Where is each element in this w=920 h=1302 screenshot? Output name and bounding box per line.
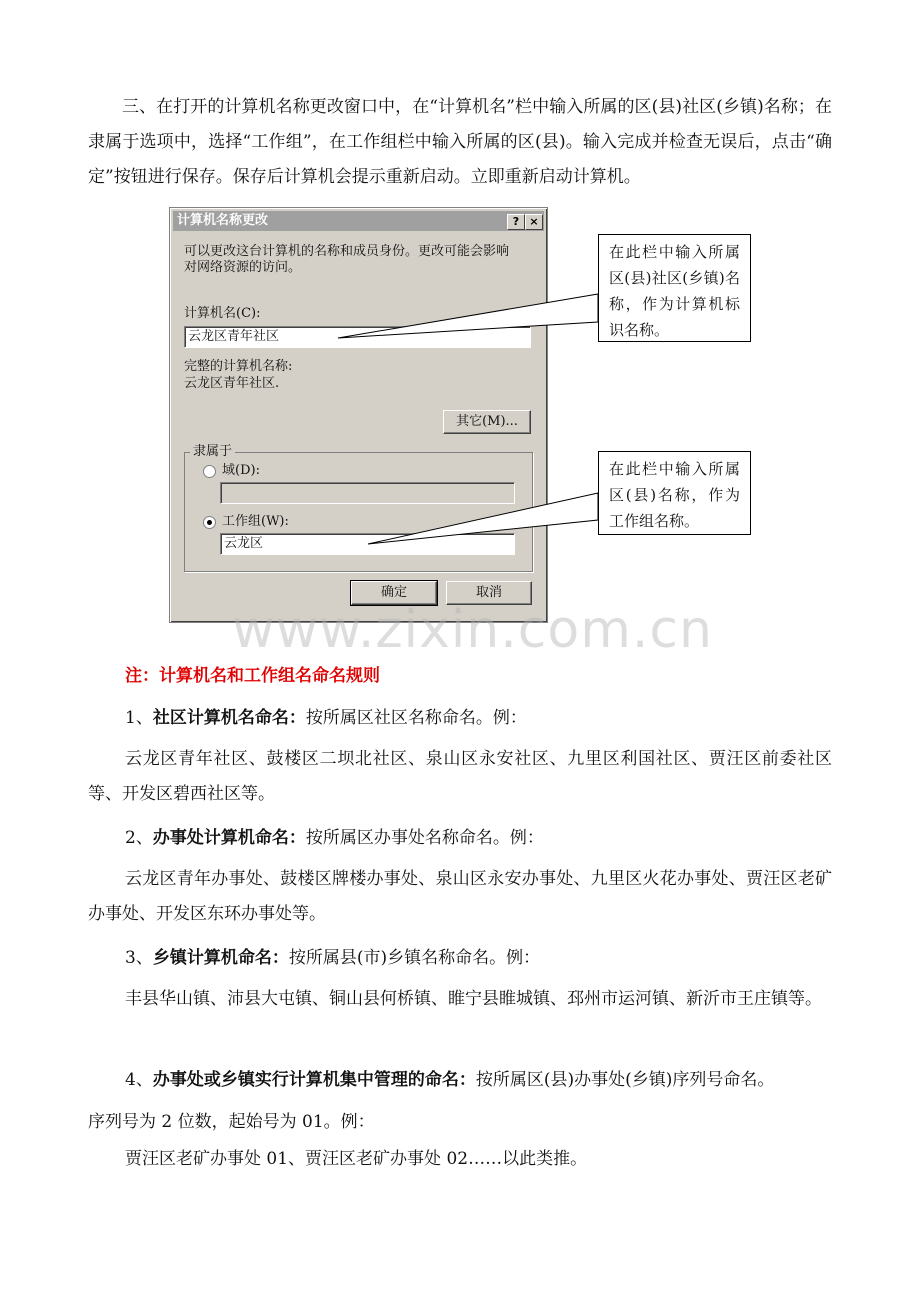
rule-3-number: 3、 bbox=[125, 948, 153, 968]
rule-2-example: 云龙区青年办事处、鼓楼区牌楼办事处、泉山区永安办事处、九里区火花办事处、贾汪区老矿办事处、开发区东环办事处等。 bbox=[88, 869, 832, 924]
callout-pointer-computer-name bbox=[338, 294, 598, 338]
computer-name-input[interactable]: 云龙区青年社区 bbox=[184, 326, 531, 348]
computer-name-label: 计算机名(C): bbox=[184, 306, 261, 321]
callout-workgroup: 在此栏中输入所属区(县)名称，作为工作组名称。 bbox=[598, 451, 751, 535]
more-button[interactable]: 其它(M)... bbox=[443, 410, 531, 434]
watermark: www.zixin.com.cn bbox=[232, 600, 713, 660]
full-name-label: 完整的计算机名称: bbox=[184, 359, 293, 374]
rule-3-title: 乡镇计算机命名： bbox=[152, 948, 289, 968]
rule-4-example: 贾汪区老矿办事处 01、贾汪区老矿办事处 02……以此类推。 bbox=[125, 1149, 588, 1169]
rule-2-desc: 按所属区办事处名称命名。例： bbox=[305, 828, 544, 848]
rule-4-header bbox=[125, 1069, 774, 1091]
callout-pointer-workgroup bbox=[368, 493, 598, 544]
rule-1-header bbox=[125, 707, 527, 729]
rule-4-desc: 按所属区(县)办事处(乡镇)序列号命名。 bbox=[475, 1070, 775, 1090]
help-icon[interactable]: ? bbox=[507, 214, 525, 230]
rule-1-desc: 按所属区社区名称命名。例： bbox=[305, 708, 527, 728]
workgroup-input[interactable]: 云龙区 bbox=[220, 533, 515, 555]
rule-1-example: 云龙区青年社区、鼓楼区二坝北社区、泉山区永安社区、九里区利国社区、贾汪区前委社区等、开发区碧西社区等。 bbox=[88, 749, 832, 804]
dialog-description-1: 可以更改这台计算机的名称和成员身份。更改可能会影响 bbox=[184, 244, 510, 259]
full-name-value: 云龙区青年社区. bbox=[184, 376, 280, 391]
cancel-button[interactable]: 取消 bbox=[446, 581, 532, 605]
member-of-label: 隶属于 bbox=[190, 444, 235, 460]
dialog-title: 计算机名称更改 bbox=[177, 213, 269, 228]
rule-4-number: 4、 bbox=[125, 1070, 153, 1090]
close-icon[interactable]: × bbox=[525, 214, 543, 230]
rule-2-number: 2、 bbox=[125, 828, 153, 848]
rule-4-desc2: 序列号为 2 位数，起始号为 01。例： bbox=[88, 1112, 375, 1132]
rule-1-number: 1、 bbox=[125, 708, 153, 728]
rules-heading: 注：计算机名和工作组名命名规则 bbox=[125, 666, 380, 686]
dialog-description-2: 对网络资源的访问。 bbox=[184, 260, 302, 275]
intro-paragraph: 三、在打开的计算机名称更改窗口中，在“计算机名”栏中输入所属的区(县)社区(乡镇)名称；在隶属于选项中，选择“工作组”，在工作组栏中输入所属的区(县)。输入完成并检查无误后，点击“确定”按钮进行保存。保存后计算机会提示重新启动。立即重新启动计算机。 bbox=[88, 97, 832, 187]
workgroup-label: 工作组(W): bbox=[222, 514, 289, 529]
rule-1-title: 社区计算机名命名： bbox=[152, 708, 306, 728]
callout-computer-name: 在此栏中输入所属区(县)社区(乡镇)名称，作为计算机标识名称。 bbox=[598, 234, 751, 342]
ok-button[interactable]: 确定 bbox=[351, 581, 437, 605]
domain-label: 域(D): bbox=[222, 463, 260, 478]
rule-3-desc: 按所属县(市)乡镇名称命名。例： bbox=[288, 948, 541, 968]
rule-4-title: 办事处或乡镇实行计算机集中管理的命名： bbox=[152, 1070, 476, 1090]
rule-2-title: 办事处计算机命名： bbox=[152, 828, 306, 848]
rule-3-header bbox=[125, 947, 540, 969]
rule-2-header bbox=[125, 827, 544, 849]
rule-3-example: 丰县华山镇、沛县大屯镇、铜山县何桥镇、睢宁县睢城镇、邳州市运河镇、新沂市王庄镇等。 bbox=[125, 989, 822, 1009]
